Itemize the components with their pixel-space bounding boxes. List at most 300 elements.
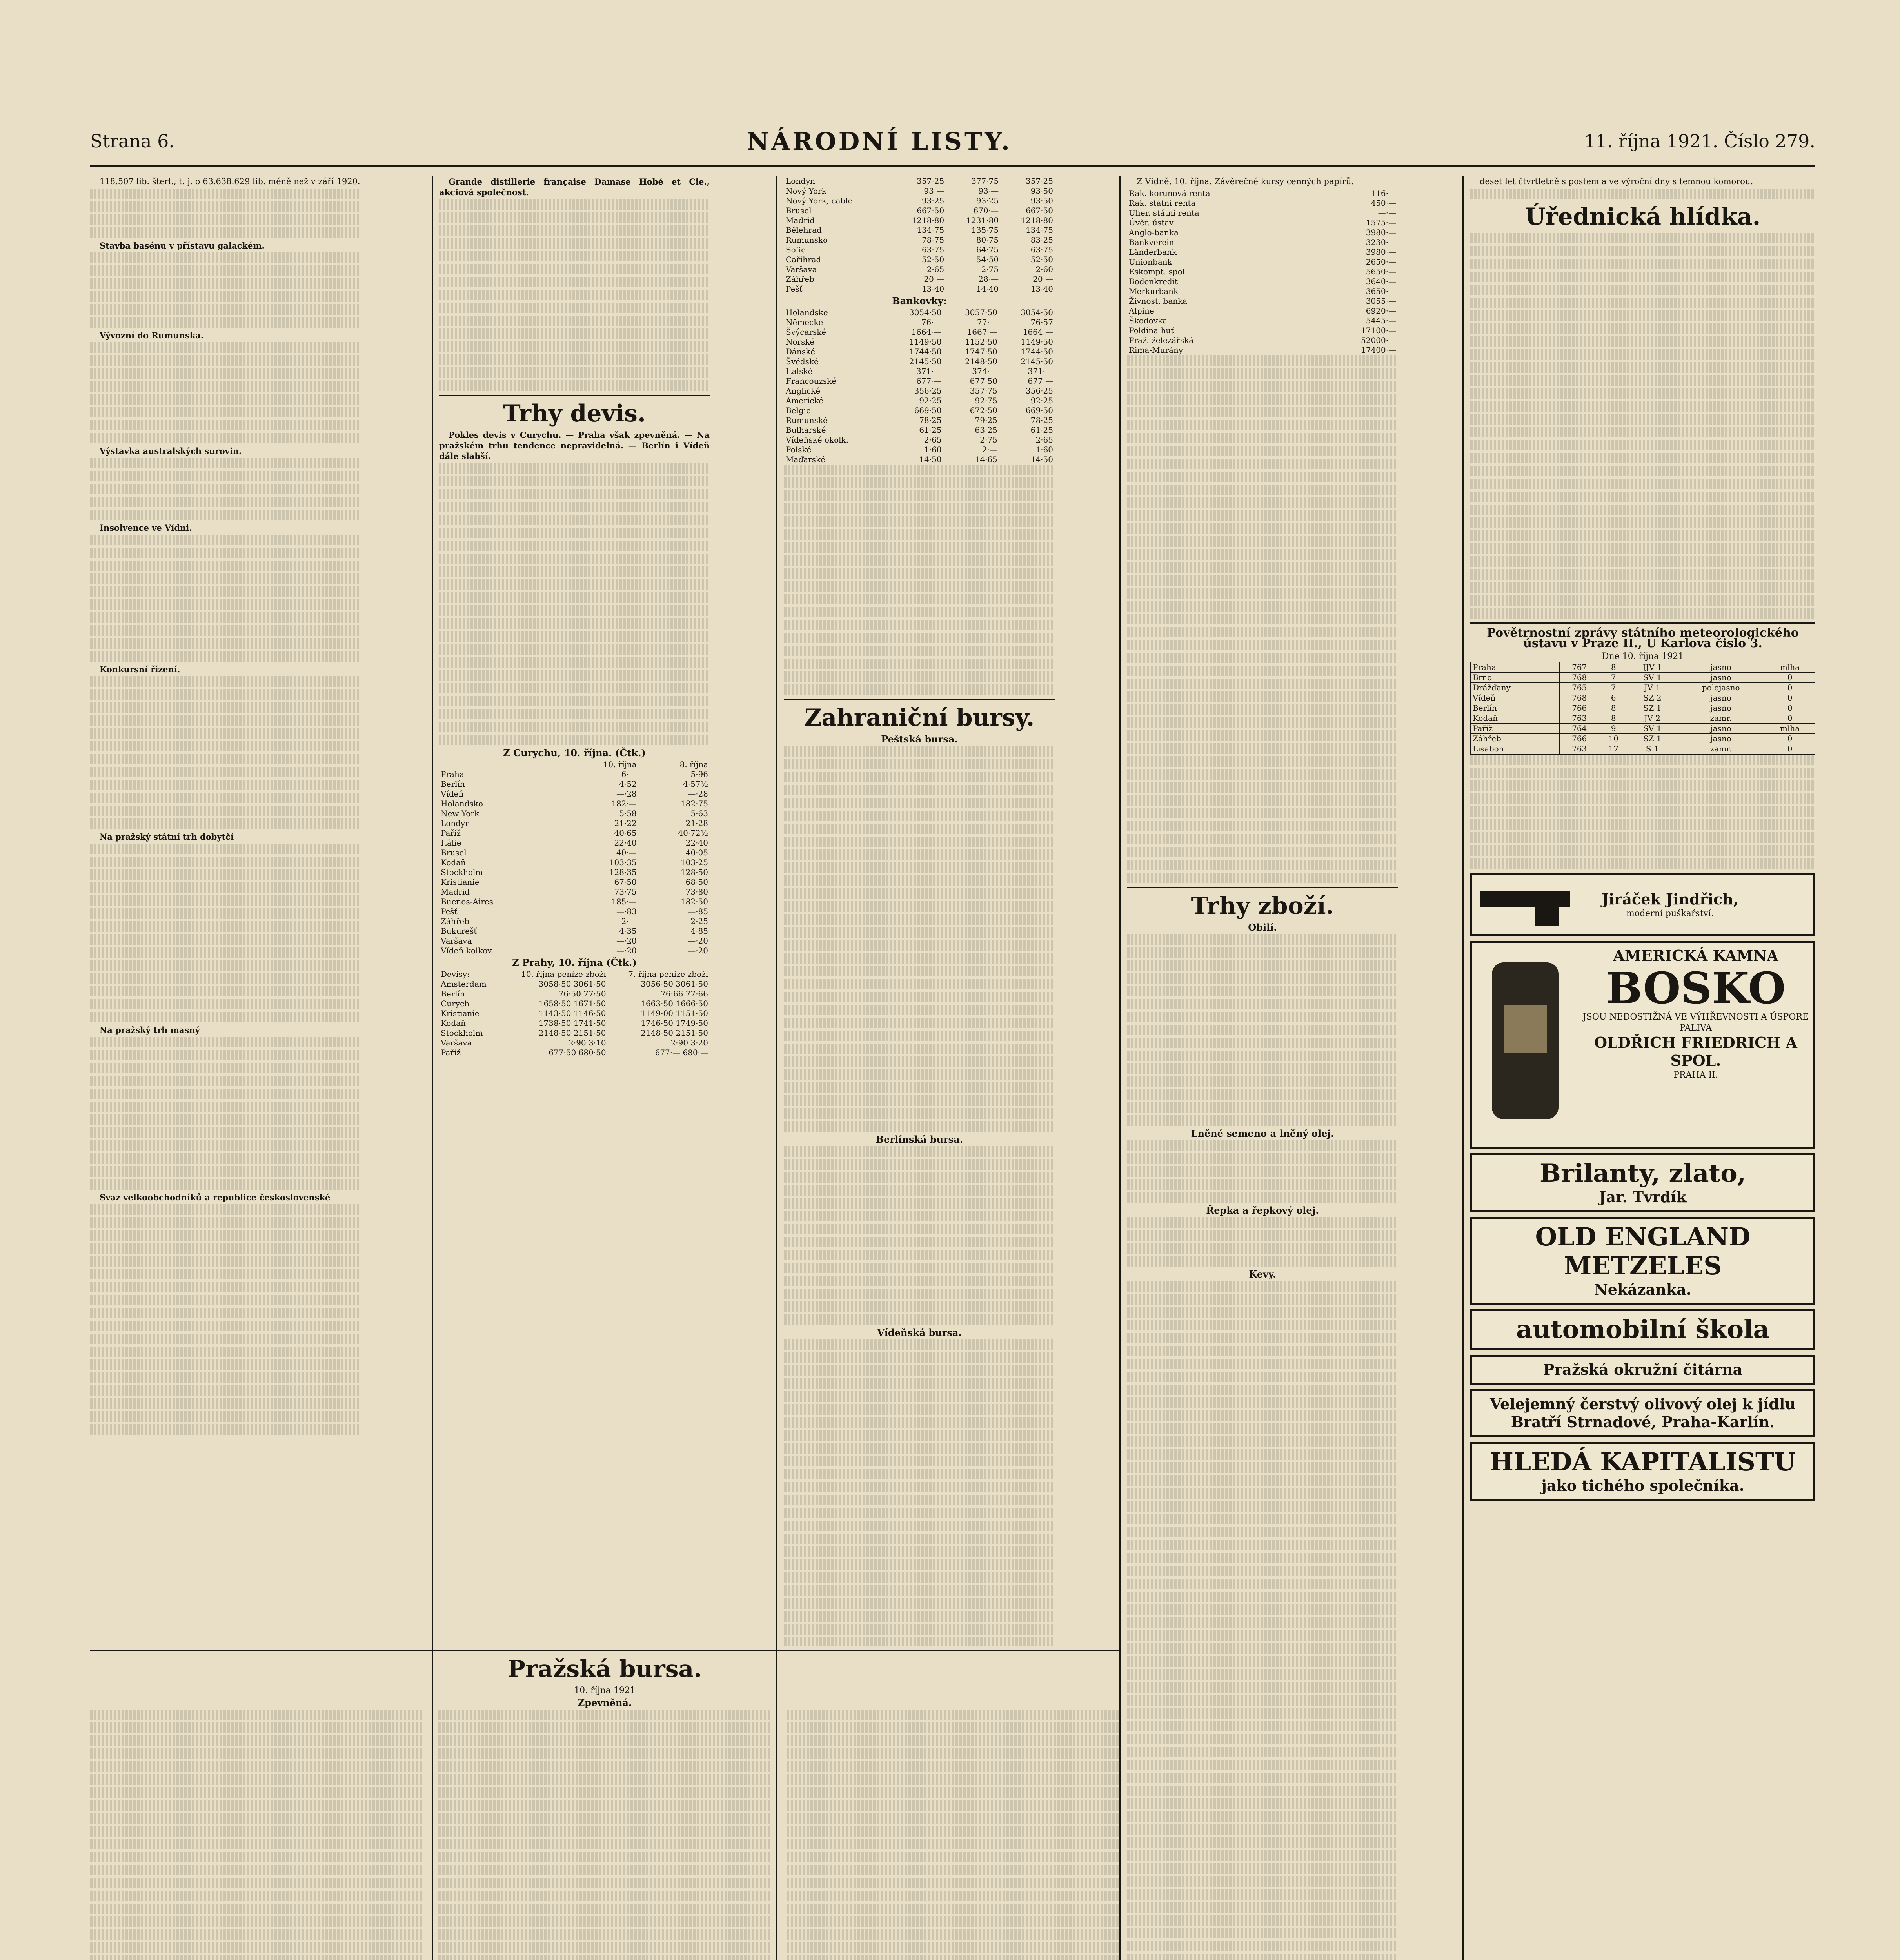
table-row: [439, 858, 710, 867]
article-heading: Na pražský trh masný: [100, 1025, 200, 1035]
table-cell: 93·25: [976, 196, 999, 205]
table-cell: 3058·50 3061·50: [538, 979, 606, 989]
table-row: [784, 357, 1055, 367]
table-cell: Rima-Murány: [1129, 345, 1183, 355]
table-cell: 1218·80: [1021, 216, 1053, 225]
table-cell: Bankverein: [1129, 238, 1174, 247]
table-cell: Brno: [1471, 673, 1560, 683]
table-row: [784, 367, 1055, 376]
table-row: [1471, 673, 1815, 683]
table-cell: Francouzské: [786, 376, 837, 386]
table-cell: 40·72½: [678, 828, 708, 838]
table-cell: 92·25: [1030, 396, 1053, 405]
table-cell: 68·50: [685, 877, 708, 887]
table-cell: Norské: [786, 337, 815, 347]
table-cell: Švédské: [786, 357, 819, 366]
table-cell: —·20: [616, 946, 637, 955]
table-cell: 2650·—: [1366, 257, 1396, 267]
table-cell: 1149·50: [909, 337, 942, 347]
section-title: Trhy devis.: [503, 400, 646, 427]
table-cell: Paříž: [441, 1048, 461, 1057]
table-cell: JV 2: [1628, 713, 1677, 724]
table-cell: Nový York, cable: [786, 196, 853, 205]
table-row: [784, 406, 1055, 416]
table-cell: Bukurešť: [441, 926, 477, 936]
table-cell: —·28: [616, 789, 637, 799]
table-cell: 450·—: [1371, 198, 1396, 208]
table-cell: 3650·—: [1366, 287, 1396, 296]
table-cell: Pešť: [441, 907, 458, 916]
table-cell: 3980·—: [1366, 228, 1396, 237]
table-cell: Německé: [786, 318, 823, 327]
table-cell: Kristianie: [441, 877, 480, 887]
table-cell: Pešť: [786, 284, 803, 294]
table-cell: 6920·—: [1366, 306, 1396, 316]
column-rule: [1462, 176, 1464, 1960]
table-row: [784, 274, 1055, 284]
table-cell: 371·—: [916, 367, 942, 376]
table-cell: 1·60: [1035, 445, 1053, 454]
table-cell: 20·—: [1033, 274, 1053, 284]
table-cell: Italské: [786, 367, 813, 376]
table-cell: 128·35: [609, 867, 637, 877]
table-row: [439, 799, 710, 809]
table-cell: 13·40: [1030, 284, 1053, 294]
table-cell: JJV 1: [1628, 662, 1677, 673]
table-cell: Kristianie: [441, 1009, 480, 1018]
table-cell: 77·—: [977, 318, 997, 327]
prague-devisy-table: [439, 969, 710, 1058]
article-heading: Výstavka australských surovin.: [100, 446, 242, 456]
table-row: [1471, 734, 1815, 744]
table-cell: 5·63: [690, 809, 708, 818]
table-cell: 134·75: [917, 225, 945, 235]
table-cell: 672·50: [970, 406, 997, 415]
table-cell: —·20: [688, 946, 708, 955]
table-cell: SZ 1: [1628, 734, 1677, 744]
table-row: [1127, 228, 1398, 238]
table-row: [439, 979, 710, 989]
table-cell: 0: [1765, 713, 1815, 724]
table-cell: 0: [1765, 744, 1815, 755]
table-cell: 1231·80: [966, 216, 999, 225]
table-cell: 17100·—: [1361, 326, 1396, 335]
table-cell: 1746·50 1749·50: [641, 1018, 708, 1028]
table-cell: 78·25: [1030, 416, 1053, 425]
table-cell: Anglo-banka: [1129, 228, 1179, 237]
table-cell: Itálie: [441, 838, 461, 848]
table-cell: 63·25: [975, 425, 997, 435]
article-heading: Stavba basénu v přístavu galackém.: [100, 241, 265, 250]
table-row: [784, 186, 1055, 196]
table-header-row: Devisy: 10. října peníze zboží 7. října peníze zboží: [441, 969, 708, 979]
masthead: NÁRODNÍ LISTY.: [747, 127, 1012, 156]
table-cell: Vídeň: [1471, 693, 1560, 703]
section-subtitle: Zpevněná.: [578, 1697, 632, 1708]
table-row: [439, 769, 710, 779]
section-title: Zahraniční bursy.: [804, 704, 1035, 731]
table-cell: 6·—: [621, 769, 637, 779]
table-cell: 14·40: [976, 284, 999, 294]
table-cell: 3054·50: [909, 308, 942, 317]
table-cell: Kodaň: [441, 1018, 466, 1028]
table-cell: Americké: [786, 396, 824, 405]
table-cell: 4·52: [619, 779, 637, 789]
newspaper-page: [90, 118, 1815, 1960]
table-cell: Vídeň kolkov.: [441, 946, 494, 955]
table-cell: polojasno: [1677, 683, 1765, 693]
table-cell: 92·25: [919, 396, 942, 405]
table-cell: jasno: [1677, 673, 1765, 683]
ad-capitalist: HLEDÁ KAPITALISTU jako tichého společníka.: [1470, 1442, 1815, 1501]
table-cell: 1738·50 1741·50: [538, 1018, 606, 1028]
table-cell: 103·35: [609, 858, 637, 867]
table-cell: Švýcarské: [786, 327, 826, 337]
table-cell: 5650·—: [1366, 267, 1396, 276]
table-cell: Vídeňské okolk.: [786, 435, 849, 445]
table-cell: Varšava: [441, 1038, 472, 1047]
table-cell: 20·—: [924, 274, 945, 284]
table-cell: jasno: [1677, 662, 1765, 673]
banknotes-table: [784, 308, 1055, 465]
table-row: [1471, 703, 1815, 713]
table-row: [439, 999, 710, 1009]
table-cell: Berlín: [441, 989, 465, 998]
table-cell: 9: [1599, 724, 1628, 734]
column-1: [90, 176, 361, 1646]
table-cell: 357·25: [917, 176, 945, 186]
weather-table: [1470, 662, 1815, 755]
table-cell: Praž. železářská: [1129, 336, 1194, 345]
table-cell: Polské: [786, 445, 812, 454]
table-cell: mlha: [1765, 662, 1815, 673]
table-cell: 10: [1599, 734, 1628, 744]
table-cell: Belgie: [786, 406, 811, 415]
table-row: [1127, 326, 1398, 336]
table-cell: Rak. korunová renta: [1129, 189, 1210, 198]
table-cell: zamr.: [1677, 744, 1765, 755]
table-row: [439, 907, 710, 916]
table-cell: 14·50: [1030, 455, 1053, 464]
table-cell: 7: [1599, 683, 1628, 693]
table-row: [1127, 306, 1398, 316]
table-cell: 78·75: [921, 235, 945, 245]
table-cell: Maďarské: [786, 455, 825, 464]
table-cell: Madrid: [786, 216, 815, 225]
table-row: [784, 425, 1055, 435]
section-title: Pražská bursa.: [507, 1655, 702, 1683]
table-cell: SZ 2: [1628, 693, 1677, 703]
table-cell: Brusel: [786, 206, 812, 215]
table-cell: 93·—: [978, 186, 999, 196]
table-row: [439, 848, 710, 858]
table-cell: 764: [1560, 724, 1599, 734]
table-row: [439, 887, 710, 897]
table-cell: Stockholm: [441, 867, 483, 877]
table-cell: 185·—: [611, 897, 637, 906]
table-cell: Madrid: [441, 887, 470, 897]
table-cell: 3057·50: [965, 308, 997, 317]
table-row: [439, 809, 710, 818]
section-title: Úřednická hlídka.: [1525, 203, 1761, 230]
table-row: [784, 396, 1055, 406]
table-cell: 103·25: [681, 858, 708, 867]
table-cell: —·20: [616, 936, 637, 946]
table-row: [784, 216, 1055, 225]
table-row: [1127, 208, 1398, 218]
table-row: [784, 255, 1055, 265]
table-cell: Poldina huť: [1129, 326, 1174, 335]
table-row: [1471, 693, 1815, 703]
table-cell: 1152·50: [965, 337, 997, 347]
section-subtitle: Lněné semeno a lněný olej.: [1191, 1128, 1334, 1139]
table-cell: 374·—: [972, 367, 997, 376]
table-cell: Eskompt. spol.: [1129, 267, 1188, 276]
table-cell: 667·50: [1026, 206, 1053, 215]
table-row: [1127, 218, 1398, 228]
table-cell: 2·65: [924, 435, 942, 445]
table-cell: Varšava: [786, 265, 817, 274]
table-row: [439, 946, 710, 956]
table-cell: Stockholm: [441, 1028, 483, 1038]
table-row: [439, 789, 710, 799]
table-cell: 5·96: [690, 769, 708, 779]
table-row: [1127, 247, 1398, 257]
table-cell: 182·50: [681, 897, 708, 906]
table-cell: 1744·50: [909, 347, 942, 356]
table-cell: 17400·—: [1361, 345, 1396, 355]
table-cell: 2145·50: [909, 357, 942, 366]
section-subtitle: Berlínská bursa.: [876, 1134, 963, 1145]
table-row: [1127, 267, 1398, 277]
table-cell: 79·25: [975, 416, 997, 425]
table-cell: 8: [1599, 703, 1628, 713]
table-cell: 52000·—: [1361, 336, 1396, 345]
table-row: [784, 337, 1055, 347]
table-cell: 8: [1599, 662, 1628, 673]
table-row: [784, 284, 1055, 294]
table-title: Z Prahy, 10. října (Čtk.): [512, 957, 637, 968]
table-cell: 767: [1560, 662, 1599, 673]
table-cell: 22·40: [614, 838, 637, 848]
table-cell: 73·80: [685, 887, 708, 897]
table-cell: 2145·50: [1021, 357, 1053, 366]
table-cell: jasno: [1677, 734, 1765, 744]
table-cell: 54·50: [976, 255, 999, 264]
table-cell: New York: [441, 809, 479, 818]
table-cell: Úvěr. ústav: [1129, 218, 1174, 227]
table-cell: 356·25: [1026, 386, 1053, 396]
table-cell: 2·90 3·10: [569, 1038, 606, 1047]
table-cell: 28·—: [978, 274, 999, 284]
stove-icon: [1476, 947, 1574, 1143]
article-heading: Grande distillerie française Damase Hobé et Cie., akciová společnost.: [439, 177, 710, 197]
table-cell: —·20: [688, 936, 708, 946]
page-number: Strana 6.: [90, 131, 174, 152]
article-heading: Vývozní do Rumunska.: [100, 330, 204, 340]
table-row: [1471, 724, 1815, 734]
table-cell: 1664·—: [911, 327, 942, 337]
table-cell: 2148·50 2151·50: [538, 1028, 606, 1038]
column-5: [1470, 176, 1815, 1960]
table-cell: 1664·—: [1023, 327, 1053, 337]
lead-paragraph: deset let čtvrtletně s postem a ve výroční dny s temnou komorou.: [1480, 177, 1753, 186]
table-row: [784, 327, 1055, 337]
table-cell: 76·66 77·66: [661, 989, 708, 998]
table-cell: Rumunské: [786, 416, 828, 425]
table-cell: 83·25: [1030, 235, 1053, 245]
table-cell: Vídeň: [441, 789, 464, 799]
table-cell: 0: [1765, 693, 1815, 703]
table-row: [784, 376, 1055, 386]
table-cell: 8: [1599, 713, 1628, 724]
table-cell: Curych: [441, 999, 470, 1008]
table-cell: 63·75: [921, 245, 945, 254]
column-rule: [1119, 176, 1121, 1960]
table-cell: —·83: [616, 907, 637, 916]
table-cell: Živnost. banka: [1129, 296, 1188, 306]
rates-table: [784, 176, 1055, 294]
table-cell: 357·25: [1026, 176, 1053, 186]
table-cell: 0: [1765, 683, 1815, 693]
table-cell: 22·40: [685, 838, 708, 848]
table-cell: Kodaň: [441, 858, 466, 867]
table-cell: Lisabon: [1471, 744, 1560, 755]
table-cell: 40·—: [616, 848, 637, 857]
table-row: [439, 779, 710, 789]
table-cell: 1667·—: [967, 327, 997, 337]
table-cell: Amsterdam: [441, 979, 487, 989]
table-cell: 1149·00 1151·50: [641, 1009, 708, 1018]
ad-jeweler: Brilanty, zlato, Jar. Tvrdík: [1470, 1153, 1815, 1212]
table-cell: 667·50: [917, 206, 945, 215]
section-date: 10. října 1921: [574, 1686, 636, 1695]
table-row: [1127, 198, 1398, 208]
table-cell: SV 1: [1628, 724, 1677, 734]
table-cell: 357·75: [970, 386, 997, 396]
table-cell: 763: [1560, 744, 1599, 755]
table-cell: 768: [1560, 673, 1599, 683]
issue-date: 11. října 1921. Číslo 279.: [1584, 131, 1815, 152]
table-cell: 0: [1765, 703, 1815, 713]
table-cell: zamr.: [1677, 713, 1765, 724]
table-cell: Alpine: [1129, 306, 1154, 316]
table-row: [1127, 189, 1398, 198]
section-subtitle: Peštská bursa.: [881, 733, 958, 745]
table-row: [784, 265, 1055, 274]
table-cell: Nový York: [786, 186, 826, 196]
table-cell: 677·50: [970, 376, 997, 386]
article-heading: Insolvence ve Vídni.: [100, 523, 192, 533]
table-cell: Londýn: [786, 176, 816, 186]
table-cell: 677·—: [1028, 376, 1053, 386]
weather-date: Dne 10. října 1921: [1602, 652, 1684, 661]
table-cell: 768: [1560, 693, 1599, 703]
table-cell: 2·65: [1035, 435, 1053, 445]
table-cell: 17: [1599, 744, 1628, 755]
table-cell: 766: [1560, 734, 1599, 744]
ad-bosko-stoves: AMERICKÁ KAMNA BOSKO JSOU NEDOSTIŽNÁ VE VÝHŘEVNOSTI A ÚSPORE PALIVA OLDŘICH FRIEDRICH A SPOL. PRAHA II.: [1470, 941, 1815, 1149]
page-header: [90, 118, 1815, 167]
table-cell: 2·—: [982, 445, 997, 454]
table-cell: Merkurbank: [1129, 287, 1179, 296]
table-row: [439, 916, 710, 926]
table-cell: Londýn: [441, 818, 470, 828]
table-row: [784, 206, 1055, 216]
table-cell: 2·—: [621, 916, 637, 926]
table-cell: 677·50 680·50: [549, 1048, 606, 1057]
table-cell: 1143·50 1146·50: [538, 1009, 606, 1018]
table-row: [439, 989, 710, 999]
table-cell: Brusel: [441, 848, 467, 857]
table-cell: 64·75: [976, 245, 999, 254]
table-title: Z Curychu, 10. října. (Čtk.): [503, 747, 646, 759]
table-cell: jasno: [1677, 724, 1765, 734]
table-row: [439, 1028, 710, 1038]
table-cell: 14·65: [975, 455, 997, 464]
table-row: [1127, 316, 1398, 326]
table-cell: JV 1: [1628, 683, 1677, 693]
table-cell: Cařihrad: [786, 255, 821, 264]
table-cell: 61·25: [1030, 425, 1053, 435]
table-cell: 93·50: [1030, 186, 1053, 196]
table-cell: 670·—: [973, 206, 999, 215]
weather-title: Povětrnostní zprávy státního meteorologického ústavu v Praze II., U Karlova čislo 3.: [1487, 626, 1799, 650]
table-cell: Bodenkredit: [1129, 277, 1178, 286]
table-cell: 14·50: [919, 455, 942, 464]
table-cell: Unionbank: [1129, 257, 1172, 267]
section-subtitle: Obilí.: [1248, 922, 1277, 933]
ad-driving-school: automobilní škola: [1470, 1309, 1815, 1350]
table-cell: 3055·—: [1366, 296, 1396, 306]
table-row: [439, 818, 710, 828]
lead-paragraph: 118.507 lib. šterl., t. j. o 63.638.629 lib. méně než v září 1920.: [100, 177, 360, 186]
table-row: [1127, 296, 1398, 306]
table-cell: Uher. státní renta: [1129, 208, 1199, 218]
section-title: Trhy zboží.: [1191, 892, 1334, 920]
table-row: [439, 877, 710, 887]
table-cell: 76·50 77·50: [558, 989, 606, 998]
article-heading: Svaz velkoobchodníků a republice československé: [100, 1192, 331, 1202]
table-cell: 13·40: [921, 284, 945, 294]
table-row: [439, 897, 710, 907]
table-cell: 2·90 3·20: [670, 1038, 708, 1047]
table-cell: 3640·—: [1366, 277, 1396, 286]
table-row: [1127, 287, 1398, 296]
table-row: [784, 225, 1055, 235]
table-row: [784, 318, 1055, 327]
table-cell: 93·—: [924, 186, 945, 196]
table-cell: 76·57: [1030, 318, 1053, 327]
zurich-table: [439, 760, 710, 956]
table-cell: 0: [1765, 673, 1815, 683]
column-3: [784, 176, 1055, 1646]
column-2: [439, 176, 710, 1646]
table-row: [1127, 345, 1398, 355]
table-cell: Varšava: [441, 936, 472, 946]
table-cell: 93·25: [921, 196, 945, 205]
table-cell: 2·75: [981, 265, 999, 274]
table-cell: SV 1: [1628, 673, 1677, 683]
table-cell: 63·75: [1030, 245, 1053, 254]
table-cell: Rumunsko: [786, 235, 828, 245]
table-cell: 1218·80: [912, 216, 945, 225]
table-row: [784, 416, 1055, 425]
ad-reading-room: Pražská okružní čitárna: [1470, 1355, 1815, 1385]
section-subtitle: Vídeňská bursa.: [877, 1327, 962, 1338]
table-row: [784, 308, 1055, 318]
table-cell: Berlín: [441, 779, 465, 789]
